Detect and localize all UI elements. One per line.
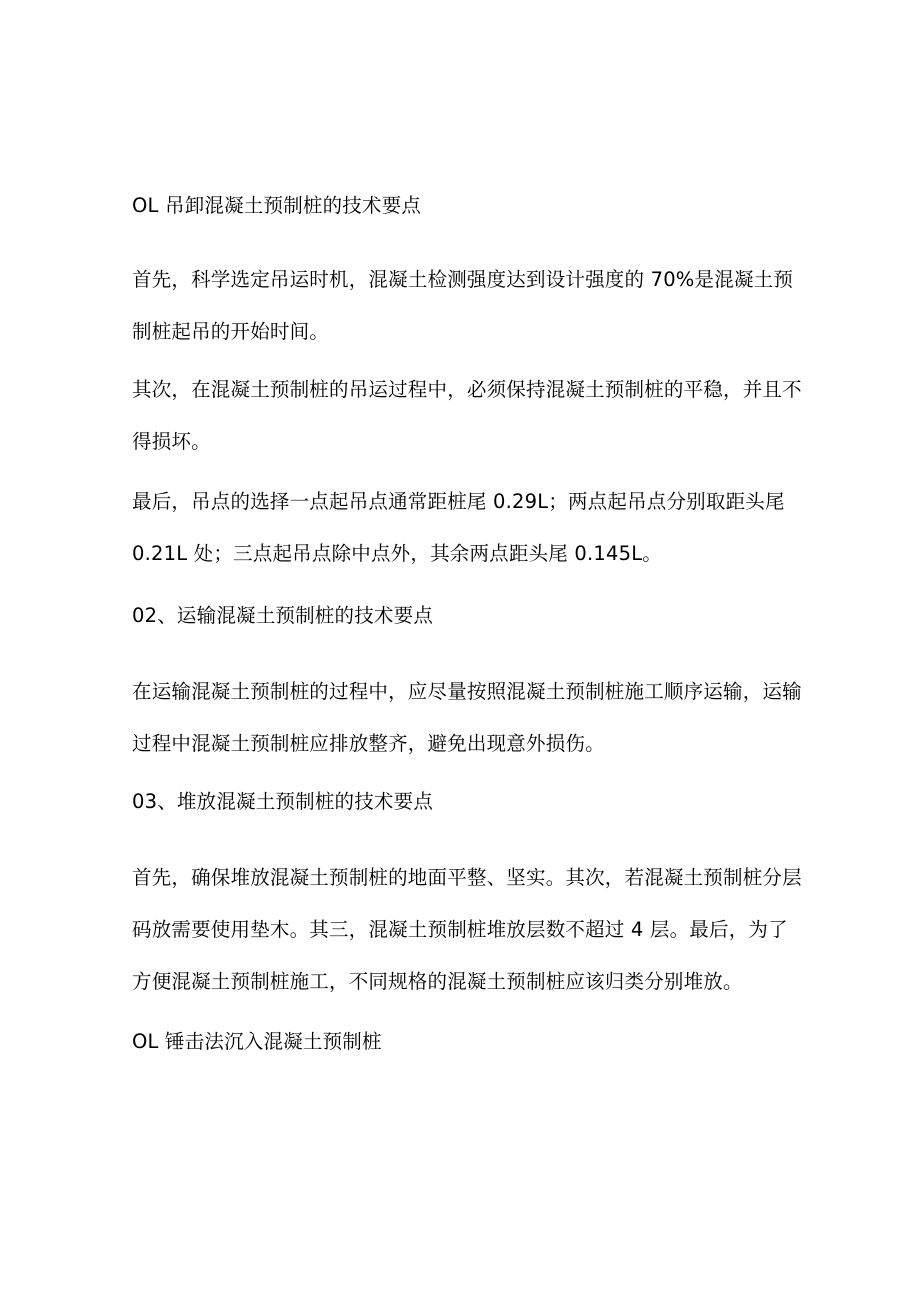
section-heading-hoisting: OL 吊卸混凝土预制桩的技术要点 [132,194,422,217]
paragraph-hoisting-timing: 首先，科学选定吊运时机，混凝土检测强度达到设计强度的 70%是混凝土预制桩起吊的开始时间。 [132,268,794,343]
section-heading-stacking: 03、堆放混凝土预制桩的技术要点 [132,790,434,813]
paragraph-hoisting-stability: 其次，在混凝土预制桩的吊运过程中，必须保持混凝土预制桩的平稳，并且不得损坏。 [132,378,802,453]
section-heading-hammer-driving: OL 锤击法沉入混凝土预制桩 [132,1030,382,1053]
paragraph-transport: 在运输混凝土预制桩的过程中，应尽量按照混凝土预制桩施工顺序运输，运输过程中混凝土预制桩应排放整齐，避免出现意外损伤。 [132,680,802,755]
section-heading-transport: 02、运输混凝土预制桩的技术要点 [132,604,434,627]
paragraph-stacking: 首先，确保堆放混凝土预制桩的地面平整、坚实。其次，若混凝土预制桩分层码放需要使用垫木。其三，混凝土预制桩堆放层数不超过 4 层。最后，为了方便混凝土预制桩施工，不同规格的混凝土预制桩应该归类分别堆放。 [132,866,802,993]
paragraph-lifting-points: 最后，吊点的选择一点起吊点通常距桩尾 0.29L；两点起吊点分别取距头尾 0.21L 处；三点起吊点除中点外，其余两点距头尾 0.145L。 [132,490,785,565]
